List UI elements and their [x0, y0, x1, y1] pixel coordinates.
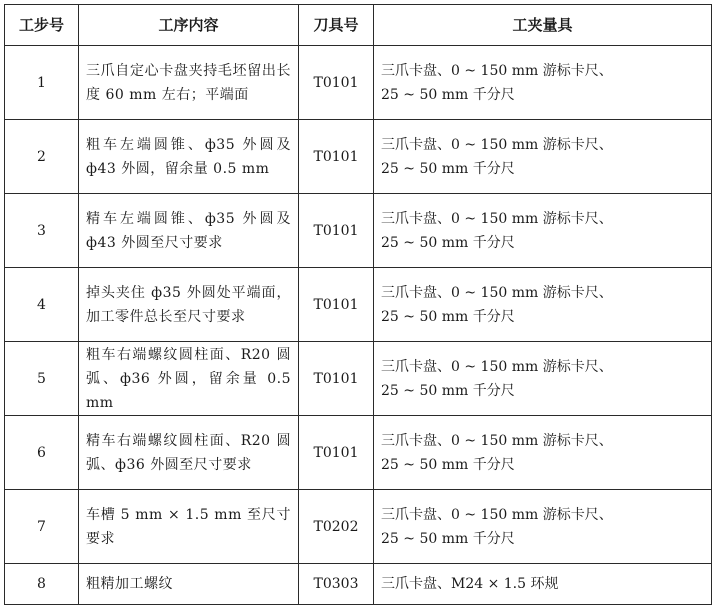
tool-number-cell: T0202	[299, 490, 374, 564]
step-number-cell: 6	[5, 416, 79, 490]
fixture-cell	[374, 194, 712, 268]
fixture-cell	[374, 268, 712, 342]
tool-number-cell: T0101	[299, 342, 374, 416]
table-row	[5, 268, 712, 342]
table-row	[5, 564, 712, 605]
tool-number-cell: T0101	[299, 46, 374, 120]
process-content-cell: 精车左端圆锥、ф35 外圆及 ф43 外圆至尺寸要求	[79, 194, 299, 268]
table-row	[5, 342, 712, 416]
header-fixture-gauge: 工夹量具	[374, 5, 712, 46]
fixture-cell	[374, 490, 712, 564]
table-row	[5, 490, 712, 564]
header-row	[5, 5, 712, 46]
fixture-line: 三爪卡盘、0 ~ 150 mm 游标卡尺、	[381, 358, 613, 375]
step-number-cell: 2	[5, 120, 79, 194]
fixture-cell	[374, 342, 712, 416]
header-process-content: 工序内容	[79, 5, 299, 46]
fixture-line: 三爪卡盘、0 ~ 150 mm 游标卡尺、	[381, 432, 613, 449]
process-table	[4, 4, 712, 605]
fixture-line: 25 ~ 50 mm 千分尺	[381, 456, 515, 473]
process-content-cell: 三爪自定心卡盘夹持毛坯留出长度 60 mm 左右；平端面	[79, 46, 299, 120]
step-number-cell: 7	[5, 490, 79, 564]
fixture-line: 25 ~ 50 mm 千分尺	[381, 234, 515, 251]
tool-number-cell: T0303	[299, 564, 374, 605]
fixture-line: 25 ~ 50 mm 千分尺	[381, 382, 515, 399]
process-content-cell: 粗车左端圆锥、ф35 外圆及 ф43 外圆，留余量 0.5 mm	[79, 120, 299, 194]
fixture-line: 25 ~ 50 mm 千分尺	[381, 86, 515, 103]
fixture-line: 25 ~ 50 mm 千分尺	[381, 308, 515, 325]
tool-number-cell: T0101	[299, 120, 374, 194]
tool-number-cell: T0101	[299, 268, 374, 342]
tool-number-cell: T0101	[299, 194, 374, 268]
fixture-cell	[374, 46, 712, 120]
tool-number-cell: T0101	[299, 416, 374, 490]
table-row	[5, 416, 712, 490]
step-number-cell: 3	[5, 194, 79, 268]
fixture-line: 25 ~ 50 mm 千分尺	[381, 530, 515, 547]
fixture-line: 三爪卡盘、0 ~ 150 mm 游标卡尺、	[381, 62, 613, 79]
fixture-line: 25 ~ 50 mm 千分尺	[381, 160, 515, 177]
table-row	[5, 46, 712, 120]
fixture-cell	[374, 120, 712, 194]
fixture-line: 三爪卡盘、0 ~ 150 mm 游标卡尺、	[381, 284, 613, 301]
process-content-cell: 粗车右端螺纹圆柱面、R20 圆弧、ф36 外圆，留余量 0.5 mm	[79, 342, 299, 416]
fixture-line: 三爪卡盘、M24 × 1.5 环规	[381, 576, 559, 592]
step-number-cell: 8	[5, 564, 79, 605]
step-number-cell: 5	[5, 342, 79, 416]
step-number-cell: 4	[5, 268, 79, 342]
fixture-line: 三爪卡盘、0 ~ 150 mm 游标卡尺、	[381, 210, 613, 227]
step-number-cell: 1	[5, 46, 79, 120]
fixture-line: 三爪卡盘、0 ~ 150 mm 游标卡尺、	[381, 136, 613, 153]
header-step-number: 工步号	[5, 5, 79, 46]
fixture-line: 三爪卡盘、0 ~ 150 mm 游标卡尺、	[381, 506, 613, 523]
fixture-cell	[374, 416, 712, 490]
header-tool-number: 刀具号	[299, 5, 374, 46]
process-content-cell: 粗精加工螺纹	[79, 564, 299, 605]
table-row	[5, 194, 712, 268]
process-content-cell: 车槽 5 mm × 1.5 mm 至尺寸要求	[79, 490, 299, 564]
process-content-cell: 精车右端螺纹圆柱面、R20 圆弧、ф36 外圆至尺寸要求	[79, 416, 299, 490]
fixture-cell	[374, 564, 712, 605]
table-row	[5, 120, 712, 194]
process-content-cell: 掉头夹住 ф35 外圆处平端面，加工零件总长至尺寸要求	[79, 268, 299, 342]
